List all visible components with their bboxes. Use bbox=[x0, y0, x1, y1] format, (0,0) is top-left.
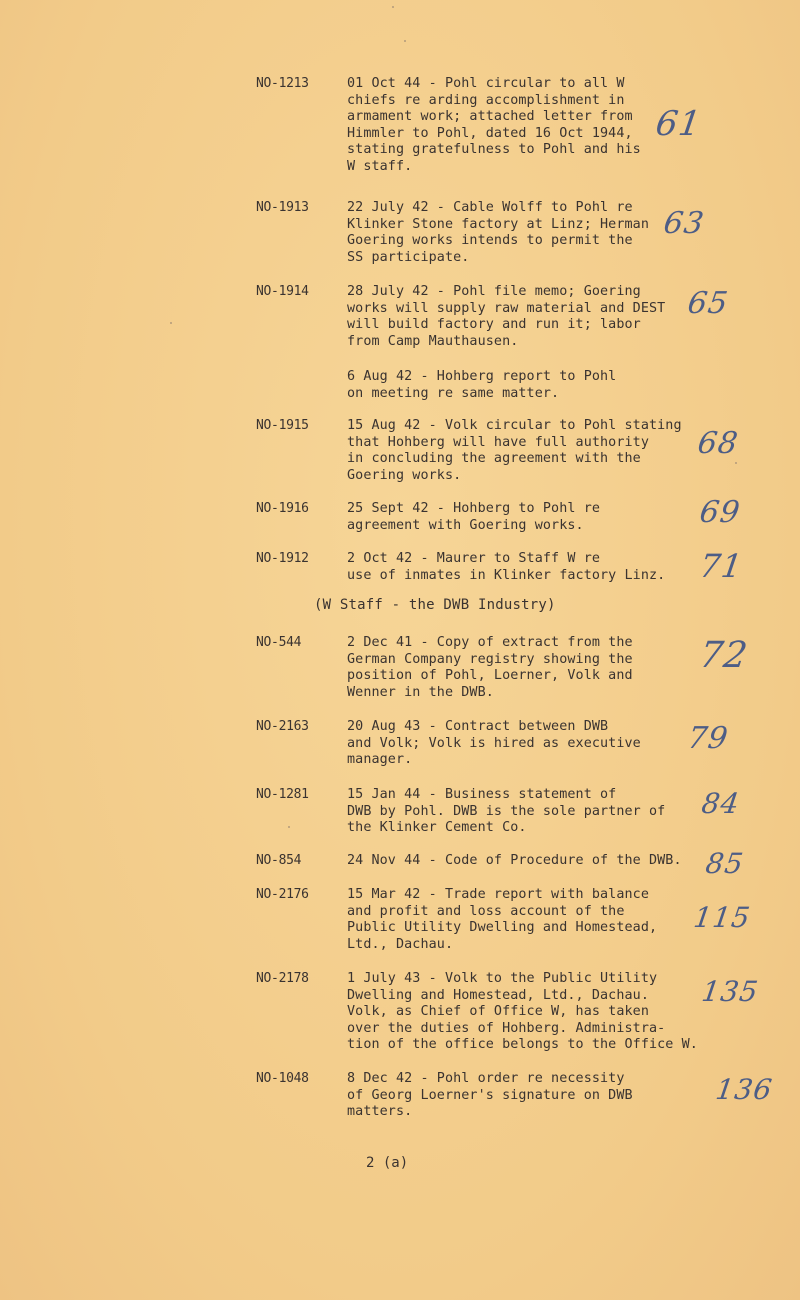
handwritten-page-number: 136 bbox=[713, 1073, 775, 1106]
description-line: 6 Aug 42 - Hohberg report to Pohl bbox=[347, 369, 617, 384]
description-line: from Camp Mauthausen. bbox=[347, 333, 519, 349]
description-line: armament work; attached letter from bbox=[347, 109, 633, 124]
handwritten-page-number: 69 bbox=[697, 495, 743, 530]
description-line: works will supply raw material and DEST bbox=[347, 300, 666, 316]
description-line: the Klinker Cement Co. bbox=[347, 820, 527, 835]
description-line: of Georg Loerner's signature on DWB bbox=[347, 1087, 633, 1103]
description-line: Ltd., Dachau. bbox=[347, 936, 454, 952]
document-code: NO-1915 bbox=[256, 418, 309, 433]
document-code: NO-1912 bbox=[256, 551, 309, 566]
section-heading: (W Staff - the DWB Industry) bbox=[314, 597, 556, 613]
description-line: Public Utility Dwelling and Homestead, bbox=[347, 920, 658, 935]
description-line: stating gratefulness to Pohl and his bbox=[347, 142, 641, 157]
entry-description bbox=[347, 551, 717, 584]
description-line: on meeting re same matter. bbox=[347, 385, 560, 401]
description-line: chiefs re arding accomplishment in bbox=[347, 92, 625, 108]
description-line: 8 Dec 42 - Pohl order re necessity bbox=[347, 1071, 625, 1086]
handwritten-page-number: 135 bbox=[699, 975, 761, 1008]
document-code: NO-1213 bbox=[256, 76, 309, 91]
description-line: matters. bbox=[347, 1104, 413, 1119]
description-line: in concluding the agreement with the bbox=[347, 451, 641, 466]
description-line: manager. bbox=[347, 752, 413, 767]
description-line: 2 Oct 42 - Maurer to Staff W re bbox=[347, 551, 601, 566]
description-line: 28 July 42 - Pohl file memo; Goering bbox=[347, 284, 641, 299]
entry-description bbox=[347, 635, 717, 701]
description-line: 01 Oct 44 - Pohl circular to all W bbox=[347, 76, 625, 91]
description-line: 24 Nov 44 - Code of Procedure of the DWB. bbox=[347, 853, 682, 868]
description-line: German Company registry showing the bbox=[347, 651, 633, 667]
document-code: NO-854 bbox=[256, 853, 302, 868]
description-line: Klinker Stone factory at Linz; Herman bbox=[347, 216, 649, 232]
entry-description bbox=[347, 200, 717, 266]
description-line: 22 July 42 - Cable Wolff to Pohl re bbox=[347, 200, 633, 215]
description-line: over the duties of Hohberg. Administra- bbox=[347, 1020, 666, 1036]
description-line: 15 Aug 42 - Volk circular to Pohl stating bbox=[347, 418, 682, 433]
document-code: NO-1913 bbox=[256, 200, 309, 215]
entry-description bbox=[347, 719, 717, 769]
description-line: Goering works intends to permit the bbox=[347, 233, 633, 248]
document-code: NO-1914 bbox=[256, 284, 309, 299]
description-line: 20 Aug 43 - Contract between DWB bbox=[347, 719, 609, 734]
description-line: 2 Dec 41 - Copy of extract from the bbox=[347, 635, 633, 650]
entry-description bbox=[347, 284, 717, 350]
description-line: 25 Sept 42 - Hohberg to Pohl re bbox=[347, 501, 601, 516]
description-line: tion of the office belongs to the Office W. bbox=[347, 1037, 698, 1052]
document-code: NO-2176 bbox=[256, 887, 309, 902]
handwritten-page-number: 85 bbox=[703, 847, 746, 880]
description-line: SS participate. bbox=[347, 249, 470, 265]
document-code: NO-544 bbox=[256, 635, 302, 650]
description-line: Wenner in the DWB. bbox=[347, 684, 494, 700]
description-line: Volk, as Chief of Office W, has taken bbox=[347, 1004, 649, 1019]
description-line: 1 July 43 - Volk to the Public Utility bbox=[347, 971, 658, 986]
description-line: Goering works. bbox=[347, 467, 462, 483]
handwritten-page-number: 115 bbox=[691, 901, 753, 934]
document-code: NO-1281 bbox=[256, 787, 309, 802]
description-line: and Volk; Volk is hired as executive bbox=[347, 735, 641, 751]
paper-speck bbox=[288, 826, 290, 828]
handwritten-page-number: 72 bbox=[697, 635, 751, 676]
description-line: Dwelling and Homestead, Ltd., Dachau. bbox=[347, 987, 649, 1003]
description-line: use of inmates in Klinker factory Linz. bbox=[347, 567, 666, 583]
description-line: agreement with Goering works. bbox=[347, 517, 584, 533]
description-line: DWB by Pohl. DWB is the sole partner of bbox=[347, 803, 666, 819]
document-code: NO-2163 bbox=[256, 719, 309, 734]
description-line: 15 Mar 42 - Trade report with balance bbox=[347, 887, 649, 902]
description-line: Himmler to Pohl, dated 16 Oct 1944, bbox=[347, 125, 633, 141]
handwritten-page-number: 71 bbox=[697, 547, 746, 585]
handwritten-page-number: 79 bbox=[685, 721, 731, 756]
handwritten-page-number: 63 bbox=[661, 206, 707, 241]
handwritten-page-number: 61 bbox=[653, 104, 705, 144]
document-code: NO-1916 bbox=[256, 501, 309, 516]
handwritten-page-number: 65 bbox=[685, 286, 731, 321]
handwritten-page-number: 68 bbox=[695, 426, 741, 461]
page-footer-label: 2 (a) bbox=[366, 1155, 409, 1171]
paper-speck bbox=[735, 462, 737, 464]
entry-description bbox=[347, 418, 717, 484]
document-code: NO-2178 bbox=[256, 971, 309, 986]
handwritten-page-number: 84 bbox=[699, 787, 742, 820]
description-line: 15 Jan 44 - Business statement of bbox=[347, 787, 617, 802]
paper-speck bbox=[404, 40, 406, 42]
entry-description bbox=[347, 1071, 717, 1121]
paper-speck bbox=[392, 6, 394, 8]
description-line: and profit and loss account of the bbox=[347, 903, 625, 919]
entry-description bbox=[347, 501, 717, 534]
paper-speck bbox=[170, 322, 172, 324]
entry-description bbox=[347, 971, 717, 1054]
entry-description bbox=[347, 887, 717, 953]
description-line: W staff. bbox=[347, 158, 413, 174]
description-line: that Hohberg will have full authority bbox=[347, 434, 649, 450]
description-line: will build factory and run it; labor bbox=[347, 317, 641, 332]
entry-description bbox=[347, 853, 717, 870]
document-code: NO-1048 bbox=[256, 1071, 309, 1086]
entry-description bbox=[347, 369, 717, 402]
description-line: position of Pohl, Loerner, Volk and bbox=[347, 668, 633, 683]
entry-description bbox=[347, 787, 717, 837]
